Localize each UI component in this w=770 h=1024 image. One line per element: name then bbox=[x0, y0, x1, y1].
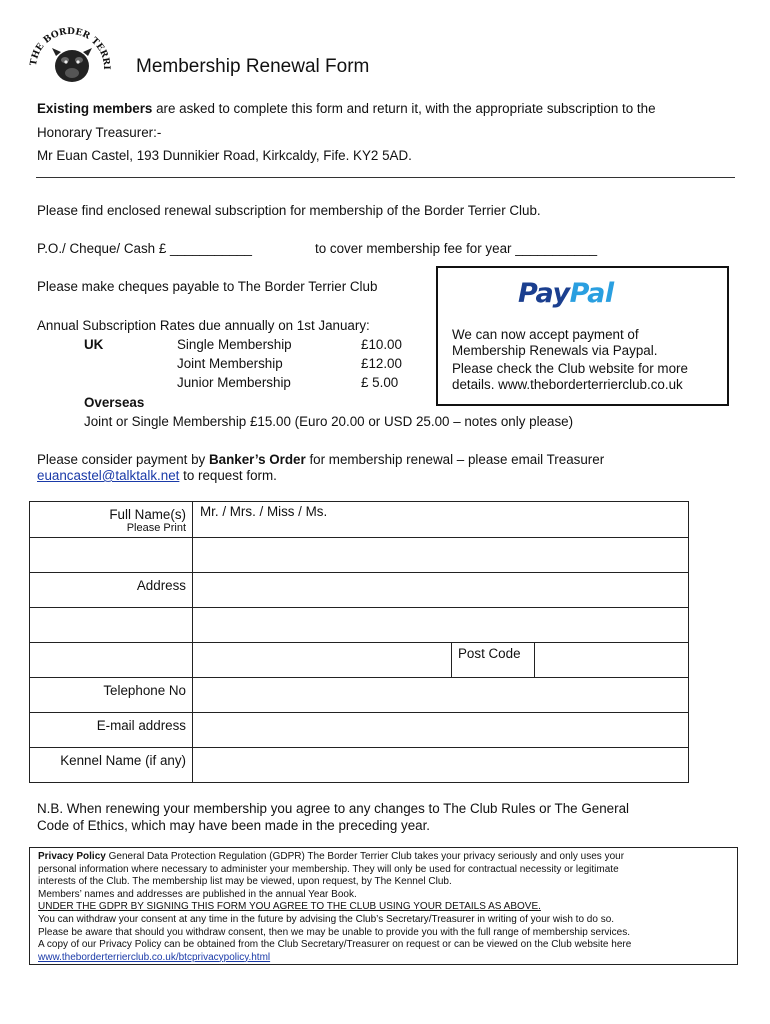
rate-name: Single Membership bbox=[177, 337, 292, 352]
payment-amount-line: P.O./ Cheque/ Cash £ ___________ bbox=[37, 241, 252, 256]
email-label: E-mail address bbox=[96, 718, 186, 733]
page-title: Membership Renewal Form bbox=[136, 56, 370, 77]
paypal-line: We can now accept payment of bbox=[452, 327, 639, 342]
full-name-label-cell bbox=[30, 502, 193, 538]
rate-name: Junior Membership bbox=[177, 375, 291, 390]
cheques-payable-text: Please make cheques payable to The Border Terrier Club bbox=[37, 279, 378, 294]
nb-line-2: Code of Ethics, which may have been made in the preceding year. bbox=[37, 818, 431, 833]
gdpr-consent-line: UNDER THE GDPR BY SIGNING THIS FORM YOU AGREE TO THE CLUB USING YOUR DETAILS AS ABOVE. bbox=[38, 901, 541, 913]
privacy-line: personal information where necessary to administer your membership. They will only be used for contractual necessity or legitimate bbox=[38, 863, 619, 875]
bankers-pre: Please consider payment by bbox=[37, 452, 209, 467]
paypal-logo-a: Pay bbox=[518, 278, 570, 309]
existing-members-bold: Existing members bbox=[37, 101, 153, 116]
rate-price: £ 5.00 bbox=[361, 375, 399, 390]
treasurer-address: Mr Euan Castel, 193 Dunnikier Road, Kirkcaldy, Fife. KY2 5AD. bbox=[37, 148, 412, 163]
paypal-line: Membership Renewals via Paypal. bbox=[452, 343, 658, 358]
address-field-2[interactable] bbox=[193, 608, 689, 643]
privacy-policy-box bbox=[29, 847, 738, 965]
paypal-notice bbox=[436, 266, 729, 406]
uk-label: UK bbox=[84, 337, 104, 352]
club-logo bbox=[28, 16, 112, 90]
overseas-rate: Joint or Single Membership £15.00 (Euro 20.00 or USD 25.00 – notes only please) bbox=[84, 414, 574, 429]
email-label-cell bbox=[30, 713, 193, 748]
nb-line-1: N.B. When renewing your membership you agree to any changes to The Club Rules or The General bbox=[37, 801, 629, 816]
overseas-label: Overseas bbox=[84, 395, 145, 410]
privacy-heading: Privacy Policy bbox=[38, 851, 106, 862]
rate-price: £12.00 bbox=[361, 356, 402, 371]
treasurer-line: Honorary Treasurer:- bbox=[37, 125, 162, 140]
privacy-line bbox=[38, 851, 737, 864]
post-code-label: Post Code bbox=[458, 646, 521, 661]
blank-label-cell bbox=[30, 538, 193, 573]
telephone-label-cell bbox=[30, 678, 193, 713]
rate-price: £10.00 bbox=[361, 337, 402, 352]
bankers-post: for membership renewal – please email Treasurer bbox=[305, 452, 605, 467]
privacy-text: General Data Protection Regulation (GDPR) The Border Terrier Club takes your privacy seriously and only uses your bbox=[105, 851, 625, 862]
address-label: Address bbox=[136, 578, 186, 593]
email-request-line bbox=[37, 467, 277, 484]
blank-label-cell bbox=[30, 643, 193, 678]
please-print-label: Please Print bbox=[126, 522, 186, 534]
full-name-field-2[interactable] bbox=[193, 538, 689, 573]
member-details-table bbox=[29, 501, 689, 783]
paypal-website: details. www.theborderterrierclub.co.uk bbox=[452, 377, 683, 392]
divider bbox=[36, 177, 735, 178]
telephone-label: Telephone No bbox=[103, 683, 186, 698]
kennel-label: Kennel Name (if any) bbox=[60, 753, 186, 768]
kennel-label-cell bbox=[30, 748, 193, 783]
intro-rest: are asked to complete this form and return it, with the appropriate subscription to the bbox=[152, 101, 656, 116]
privacy-line: Members’ names and addresses are published in the annual Year Book. bbox=[38, 888, 357, 900]
address-field-3[interactable] bbox=[193, 643, 452, 678]
address-label-cell bbox=[30, 573, 193, 608]
blank-label-cell bbox=[30, 608, 193, 643]
paypal-logo bbox=[518, 278, 614, 309]
kennel-name-field[interactable] bbox=[193, 748, 689, 783]
paypal-logo-b: Pal bbox=[569, 278, 614, 309]
request-form-text: to request form. bbox=[179, 468, 277, 483]
privacy-policy-link[interactable]: www.theborderterrierclub.co.uk/btcprivacypolicy.html bbox=[38, 951, 271, 963]
bankers-order-line bbox=[37, 451, 604, 468]
privacy-line: interests of the Club. The membership list may be viewed, upon request, by The Kennel Club. bbox=[38, 876, 452, 888]
address-field-1[interactable] bbox=[193, 573, 689, 608]
rate-name: Joint Membership bbox=[177, 356, 283, 371]
paypal-line: Please check the Club website for more bbox=[452, 361, 688, 376]
rates-heading: Annual Subscription Rates due annually on 1st January: bbox=[37, 318, 370, 333]
email-field[interactable] bbox=[193, 713, 689, 748]
privacy-line: You can withdraw your consent at any time in the future by advising the Club’s Secretary/Treasurer in writing of your wish to do so. bbox=[38, 913, 615, 925]
bankers-bold: Banker’s Order bbox=[208, 452, 306, 467]
title-options: Mr. / Mrs. / Miss / Ms. bbox=[200, 504, 328, 519]
logo-text: THE BORDER TERRI bbox=[28, 26, 112, 70]
fee-year-line: to cover membership fee for year ___________ bbox=[315, 241, 598, 256]
post-code-field[interactable] bbox=[535, 643, 689, 678]
full-name-label: Full Name(s) bbox=[109, 507, 186, 522]
full-name-field[interactable] bbox=[193, 502, 689, 538]
privacy-line: Please be aware that should you withdraw consent, then we may be unable to provide you with the full range of membership services. bbox=[38, 926, 630, 938]
telephone-field[interactable] bbox=[193, 678, 689, 713]
privacy-line: A copy of our Privacy Policy can be obtained from the Club Secretary/Treasurer on request or can be viewed on the Club website here bbox=[38, 939, 632, 951]
intro-line bbox=[37, 100, 656, 117]
treasurer-email-link[interactable]: euancastel@talktalk.net bbox=[37, 468, 180, 483]
post-code-label-cell bbox=[452, 643, 535, 678]
enclosed-text: Please find enclosed renewal subscription for membership of the Border Terrier Club. bbox=[37, 203, 541, 218]
